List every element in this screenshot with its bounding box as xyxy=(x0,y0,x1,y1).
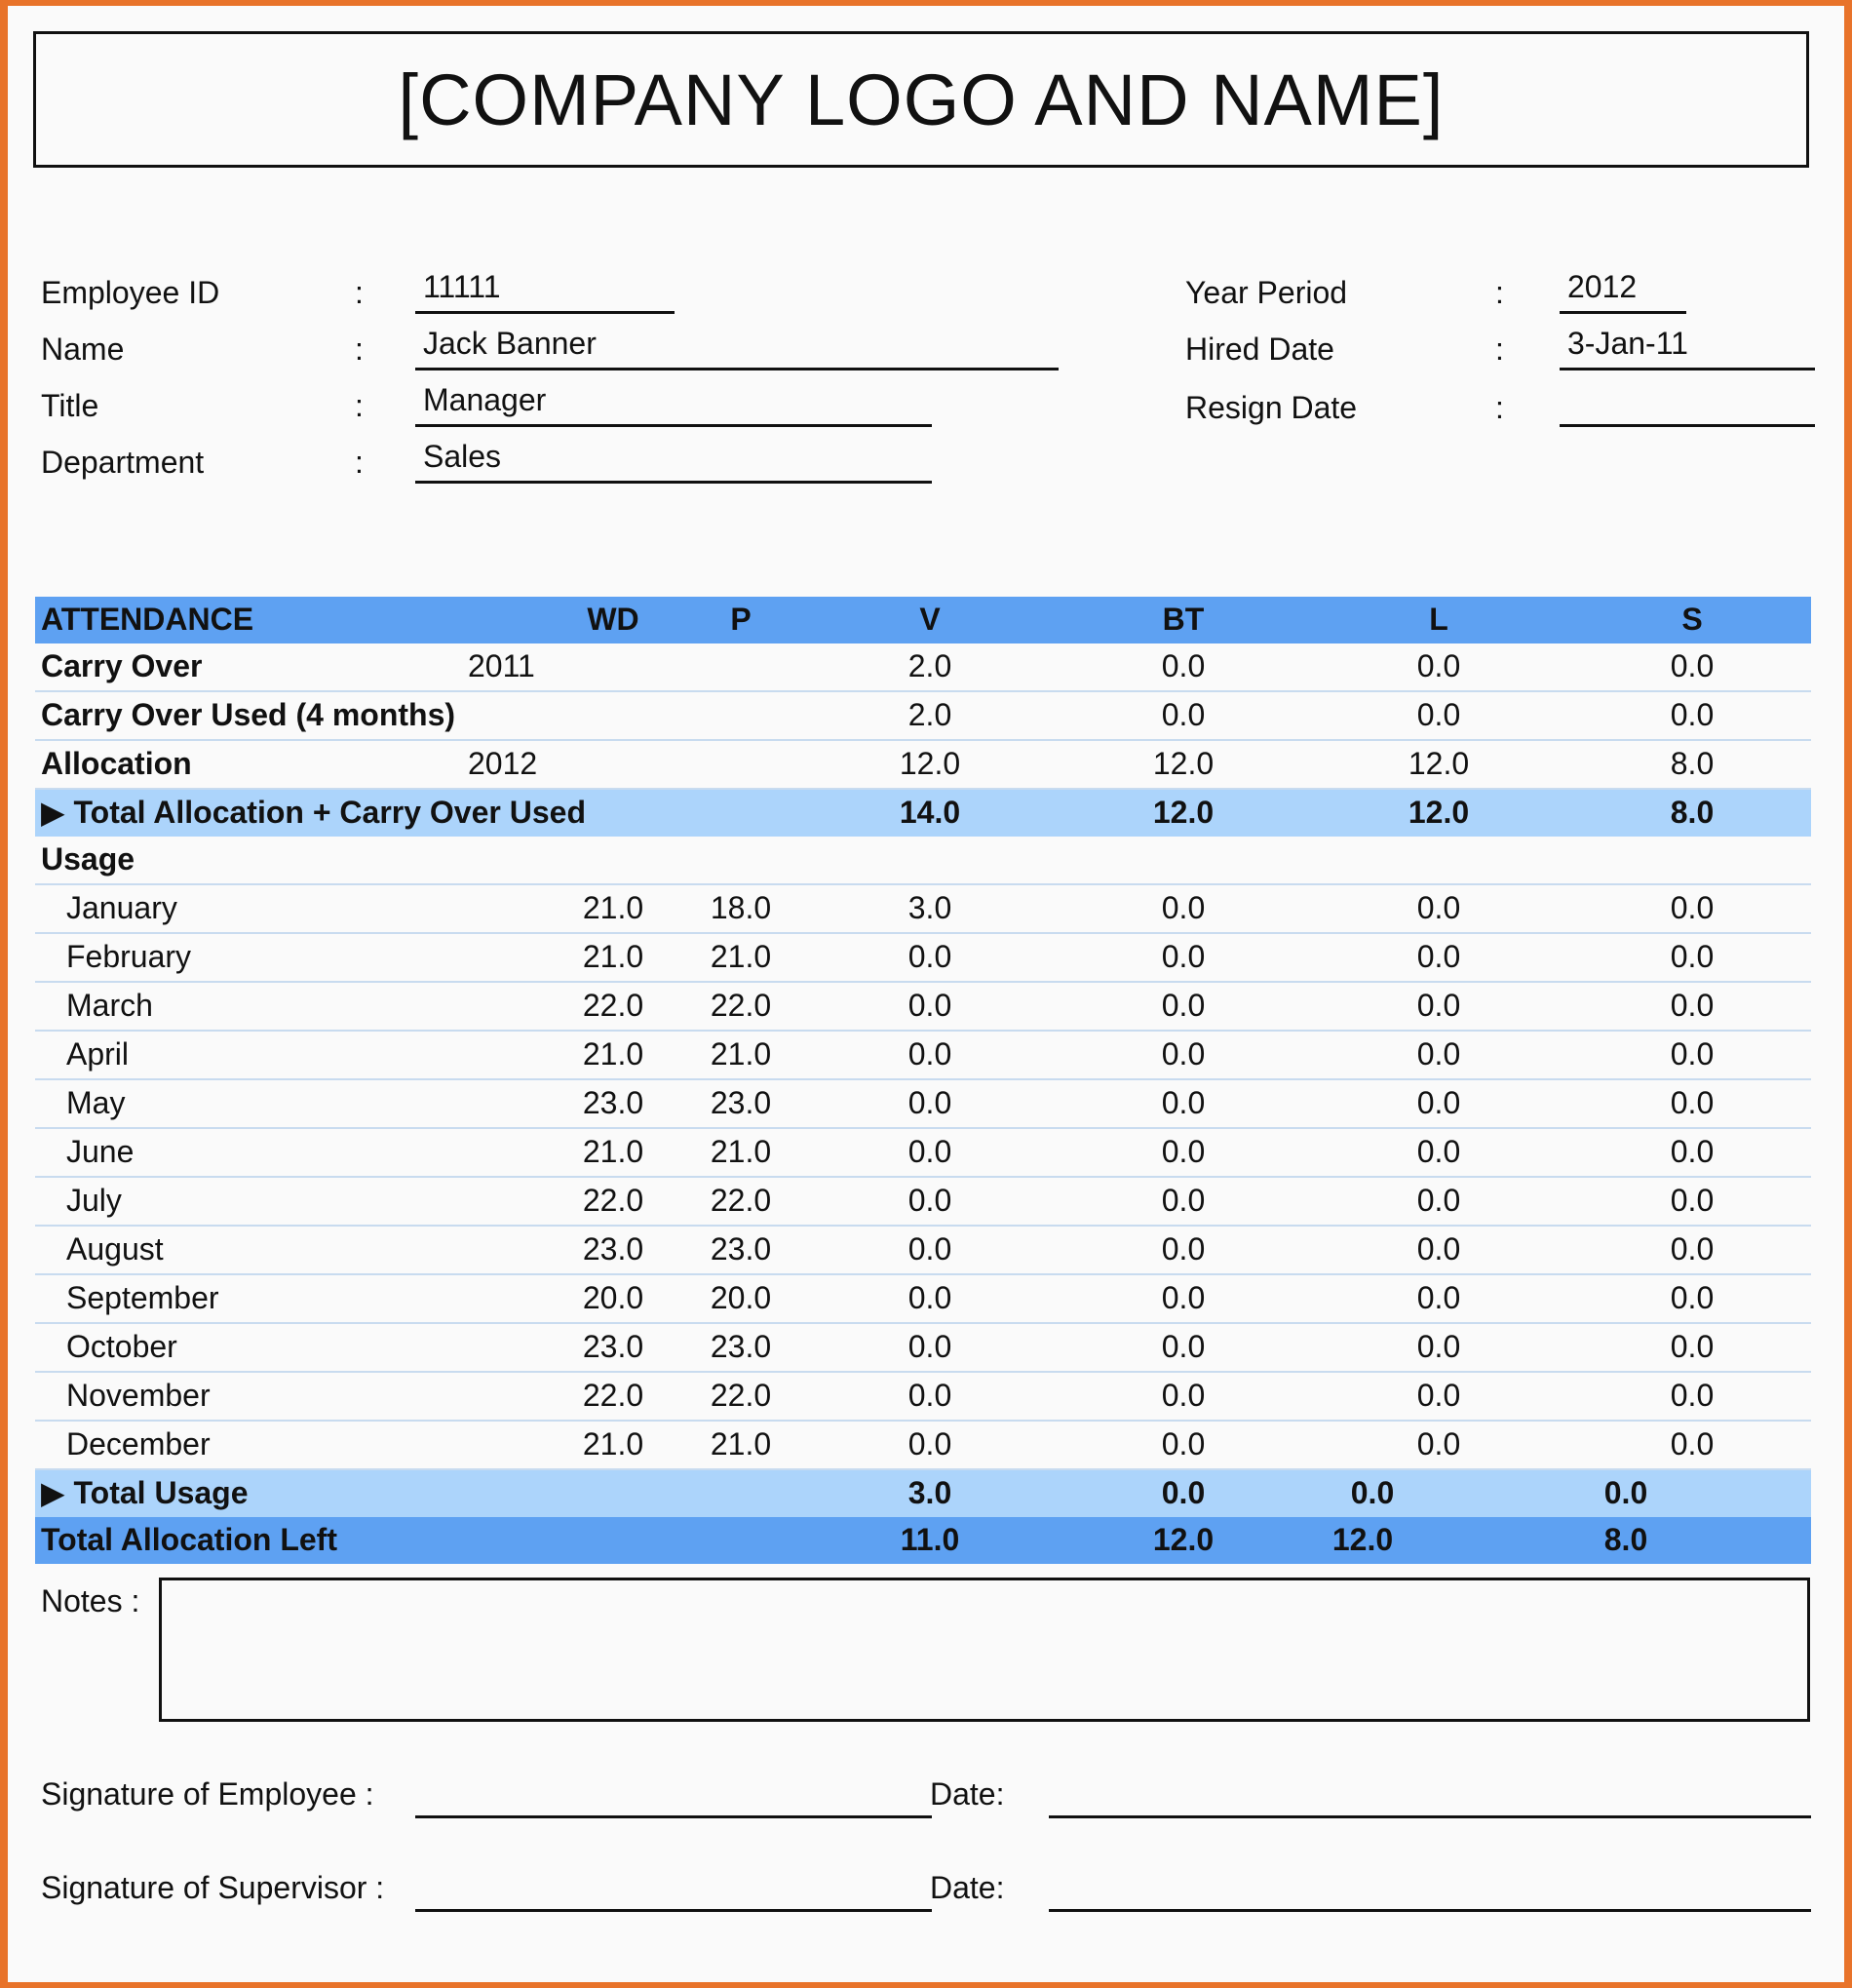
total-usage-row[interactable] xyxy=(35,1470,1811,1517)
total-allocation-row[interactable] xyxy=(35,790,1811,837)
cell-bt: 12.0 xyxy=(1152,1522,1215,1557)
cell-p: 21.0 xyxy=(710,1036,772,1072)
year-period-field[interactable]: 2012 xyxy=(1560,265,1686,314)
cell-wd: 21.0 xyxy=(582,1134,644,1169)
cell-wd: 21.0 xyxy=(582,939,644,974)
cell-v: 0.0 xyxy=(907,1329,952,1364)
cell-v: 0.0 xyxy=(907,1231,952,1267)
cell-p: 21.0 xyxy=(710,1134,772,1169)
cell-wd: 22.0 xyxy=(582,1378,644,1413)
cell-l: 0.0 xyxy=(1416,1085,1461,1120)
cell-bt: 0.0 xyxy=(1161,1475,1206,1510)
cell-bt: 0.0 xyxy=(1161,697,1206,732)
table-row xyxy=(35,934,1811,983)
usage-row xyxy=(35,837,1811,885)
supervisor-signature-label: Signature of Supervisor : xyxy=(41,1870,385,1905)
cell-bt: 0.0 xyxy=(1161,648,1206,683)
cell-p: 23.0 xyxy=(710,1085,772,1120)
cell-v: 12.0 xyxy=(899,746,961,781)
cell-bt: 0.0 xyxy=(1161,1280,1206,1315)
cell-v: 3.0 xyxy=(907,1475,952,1510)
resign-date-field[interactable] xyxy=(1560,378,1815,427)
cell-wd: 23.0 xyxy=(582,1329,644,1364)
cell-l: 0.0 xyxy=(1416,1134,1461,1169)
table-row xyxy=(35,1080,1811,1129)
employee-date-label: Date: xyxy=(930,1776,1005,1812)
cell-v: 0.0 xyxy=(907,1036,952,1072)
employee-signature-label: Signature of Employee : xyxy=(41,1776,374,1812)
cell-s: 0.0 xyxy=(1670,648,1715,683)
month-name: July xyxy=(66,1183,122,1218)
cell-s: 0.0 xyxy=(1670,1280,1715,1315)
header-s: S xyxy=(1681,602,1703,637)
cell-l: 0.0 xyxy=(1416,697,1461,732)
table-row xyxy=(35,1324,1811,1373)
table-row xyxy=(35,1032,1811,1080)
cell-p: 22.0 xyxy=(710,1378,772,1413)
month-name: December xyxy=(66,1426,211,1462)
cell-v: 0.0 xyxy=(907,1280,952,1315)
cell-l: 0.0 xyxy=(1350,1475,1395,1510)
title-label: Title xyxy=(41,388,99,423)
cell-l: 12.0 xyxy=(1408,746,1470,781)
month-name: June xyxy=(66,1134,135,1169)
cell-wd: 22.0 xyxy=(582,988,644,1023)
cell-s: 0.0 xyxy=(1603,1475,1648,1510)
table-header-row xyxy=(35,597,1811,643)
month-name: October xyxy=(66,1329,177,1364)
cell-v: 0.0 xyxy=(907,939,952,974)
resign-date-label: Resign Date xyxy=(1185,390,1358,425)
colon: : xyxy=(355,388,364,423)
month-name: April xyxy=(66,1036,130,1072)
cell-s: 0.0 xyxy=(1670,1134,1715,1169)
cell-wd: 21.0 xyxy=(582,890,644,925)
form-page xyxy=(8,6,1844,1982)
cell-l: 12.0 xyxy=(1408,795,1470,830)
cell-l: 0.0 xyxy=(1416,1426,1461,1462)
cell-l: 0.0 xyxy=(1416,890,1461,925)
cell-wd: 23.0 xyxy=(582,1085,644,1120)
cell-l: 0.0 xyxy=(1416,1329,1461,1364)
cell-s: 0.0 xyxy=(1670,1183,1715,1218)
total-left-row xyxy=(35,1517,1811,1564)
row-year: 2011 xyxy=(468,648,535,683)
supervisor-signature-line[interactable] xyxy=(415,1909,932,1912)
cell-bt: 0.0 xyxy=(1161,939,1206,974)
header-wd: WD xyxy=(587,602,639,637)
attendance-table xyxy=(35,597,1811,1564)
hired-date-label: Hired Date xyxy=(1185,331,1334,367)
row-label: Allocation xyxy=(41,746,192,781)
cell-s: 0.0 xyxy=(1670,1231,1715,1267)
cell-l: 0.0 xyxy=(1416,1378,1461,1413)
cell-l: 0.0 xyxy=(1416,648,1461,683)
cell-bt: 0.0 xyxy=(1161,890,1206,925)
department-label: Department xyxy=(41,445,205,480)
employee-date-line[interactable] xyxy=(1049,1815,1811,1818)
cell-bt: 0.0 xyxy=(1161,1085,1206,1120)
cell-p: 23.0 xyxy=(710,1231,772,1267)
header-attendance: ATTENDANCE xyxy=(41,602,254,637)
cell-p: 21.0 xyxy=(710,1426,772,1462)
cell-v: 0.0 xyxy=(907,1426,952,1462)
table-row xyxy=(35,1373,1811,1422)
cell-bt: 12.0 xyxy=(1152,795,1215,830)
cell-wd: 21.0 xyxy=(582,1426,644,1462)
cell-p: 23.0 xyxy=(710,1329,772,1364)
cell-l: 0.0 xyxy=(1416,939,1461,974)
row-label: Carry Over xyxy=(41,648,203,683)
carry-over-used-row xyxy=(35,692,1811,741)
table-row xyxy=(35,1227,1811,1275)
month-name: May xyxy=(66,1085,126,1120)
month-name: February xyxy=(66,939,192,974)
cell-s: 0.0 xyxy=(1670,1329,1715,1364)
cell-l: 12.0 xyxy=(1331,1522,1394,1557)
cell-p: 18.0 xyxy=(710,890,772,925)
cell-l: 0.0 xyxy=(1416,1183,1461,1218)
cell-v: 2.0 xyxy=(907,648,952,683)
cell-bt: 0.0 xyxy=(1161,1036,1206,1072)
cell-s: 0.0 xyxy=(1670,1085,1715,1120)
cell-s: 0.0 xyxy=(1670,988,1715,1023)
notes-label: Notes : xyxy=(41,1583,140,1618)
cell-l: 0.0 xyxy=(1416,1231,1461,1267)
cell-s: 8.0 xyxy=(1603,1522,1648,1557)
notes-textarea[interactable] xyxy=(159,1578,1810,1722)
colon: : xyxy=(1495,275,1504,310)
name-label: Name xyxy=(41,331,125,367)
cell-s: 8.0 xyxy=(1670,795,1715,830)
colon: : xyxy=(355,275,364,310)
row-label: ▶ Total Allocation + Carry Over Used xyxy=(41,795,586,830)
cell-s: 0.0 xyxy=(1670,1426,1715,1462)
supervisor-date-label: Date: xyxy=(930,1870,1005,1905)
cell-l: 0.0 xyxy=(1416,988,1461,1023)
table-row xyxy=(35,1422,1811,1470)
cell-s: 0.0 xyxy=(1670,890,1715,925)
cell-p: 20.0 xyxy=(710,1280,772,1315)
cell-bt: 0.0 xyxy=(1161,1183,1206,1218)
employee-id-field[interactable]: 11111 xyxy=(415,265,675,314)
month-name: August xyxy=(66,1231,164,1267)
cell-p: 21.0 xyxy=(710,939,772,974)
header-l: L xyxy=(1429,602,1448,637)
employee-signature-line[interactable] xyxy=(415,1815,932,1818)
cell-v: 11.0 xyxy=(900,1522,960,1557)
cell-v: 3.0 xyxy=(907,890,952,925)
department-field[interactable]: Sales xyxy=(415,435,932,484)
row-label: Total Allocation Left xyxy=(41,1522,337,1557)
cell-bt: 0.0 xyxy=(1161,1231,1206,1267)
cell-s: 0.0 xyxy=(1670,1378,1715,1413)
month-name: January xyxy=(66,890,177,925)
table-row xyxy=(35,1275,1811,1324)
cell-s: 0.0 xyxy=(1670,939,1715,974)
cell-wd: 22.0 xyxy=(582,1183,644,1218)
colon: : xyxy=(355,445,364,480)
cell-s: 0.0 xyxy=(1670,1036,1715,1072)
allocation-row xyxy=(35,741,1811,790)
cell-wd: 23.0 xyxy=(582,1231,644,1267)
supervisor-date-line[interactable] xyxy=(1049,1909,1811,1912)
table-row xyxy=(35,1178,1811,1227)
carry-over-row xyxy=(35,643,1811,692)
table-row xyxy=(35,1129,1811,1178)
month-name: November xyxy=(66,1378,211,1413)
table-row xyxy=(35,885,1811,934)
table-row xyxy=(35,983,1811,1032)
header-p: P xyxy=(730,602,752,637)
cell-v: 0.0 xyxy=(907,1085,952,1120)
logo-text: [COMPANY LOGO AND NAME] xyxy=(398,58,1445,140)
header-bt: BT xyxy=(1162,602,1205,637)
cell-wd: 20.0 xyxy=(582,1280,644,1315)
cell-v: 14.0 xyxy=(899,795,961,830)
cell-bt: 0.0 xyxy=(1161,988,1206,1023)
colon: : xyxy=(355,331,364,367)
cell-bt: 0.0 xyxy=(1161,1378,1206,1413)
cell-bt: 0.0 xyxy=(1161,1329,1206,1364)
cell-bt: 0.0 xyxy=(1161,1426,1206,1462)
row-label: ▶ Total Usage xyxy=(41,1475,249,1510)
cell-l: 0.0 xyxy=(1416,1280,1461,1315)
month-name: March xyxy=(66,988,153,1023)
company-logo-box xyxy=(33,31,1809,168)
title-field[interactable]: Manager xyxy=(415,378,932,427)
cell-s: 8.0 xyxy=(1670,746,1715,781)
cell-v: 2.0 xyxy=(907,697,952,732)
year-period-label: Year Period xyxy=(1185,275,1348,310)
cell-s: 0.0 xyxy=(1670,697,1715,732)
cell-v: 0.0 xyxy=(907,1378,952,1413)
hired-date-field[interactable]: 3-Jan-11 xyxy=(1560,322,1815,370)
header-v: V xyxy=(919,602,941,637)
row-label: Carry Over Used (4 months) xyxy=(41,697,456,732)
name-field[interactable]: Jack Banner xyxy=(415,322,1059,370)
month-name: September xyxy=(66,1280,219,1315)
row-year: 2012 xyxy=(468,746,538,781)
cell-p: 22.0 xyxy=(710,1183,772,1218)
cell-bt: 0.0 xyxy=(1161,1134,1206,1169)
colon: : xyxy=(1495,390,1504,425)
cell-v: 0.0 xyxy=(907,988,952,1023)
cell-v: 0.0 xyxy=(907,1183,952,1218)
usage-label: Usage xyxy=(41,841,135,877)
cell-wd: 21.0 xyxy=(582,1036,644,1072)
employee-id-label: Employee ID xyxy=(41,275,220,310)
cell-v: 0.0 xyxy=(907,1134,952,1169)
cell-l: 0.0 xyxy=(1416,1036,1461,1072)
cell-p: 22.0 xyxy=(710,988,772,1023)
cell-bt: 12.0 xyxy=(1152,746,1215,781)
month-rows xyxy=(35,885,1811,1470)
colon: : xyxy=(1495,331,1504,367)
